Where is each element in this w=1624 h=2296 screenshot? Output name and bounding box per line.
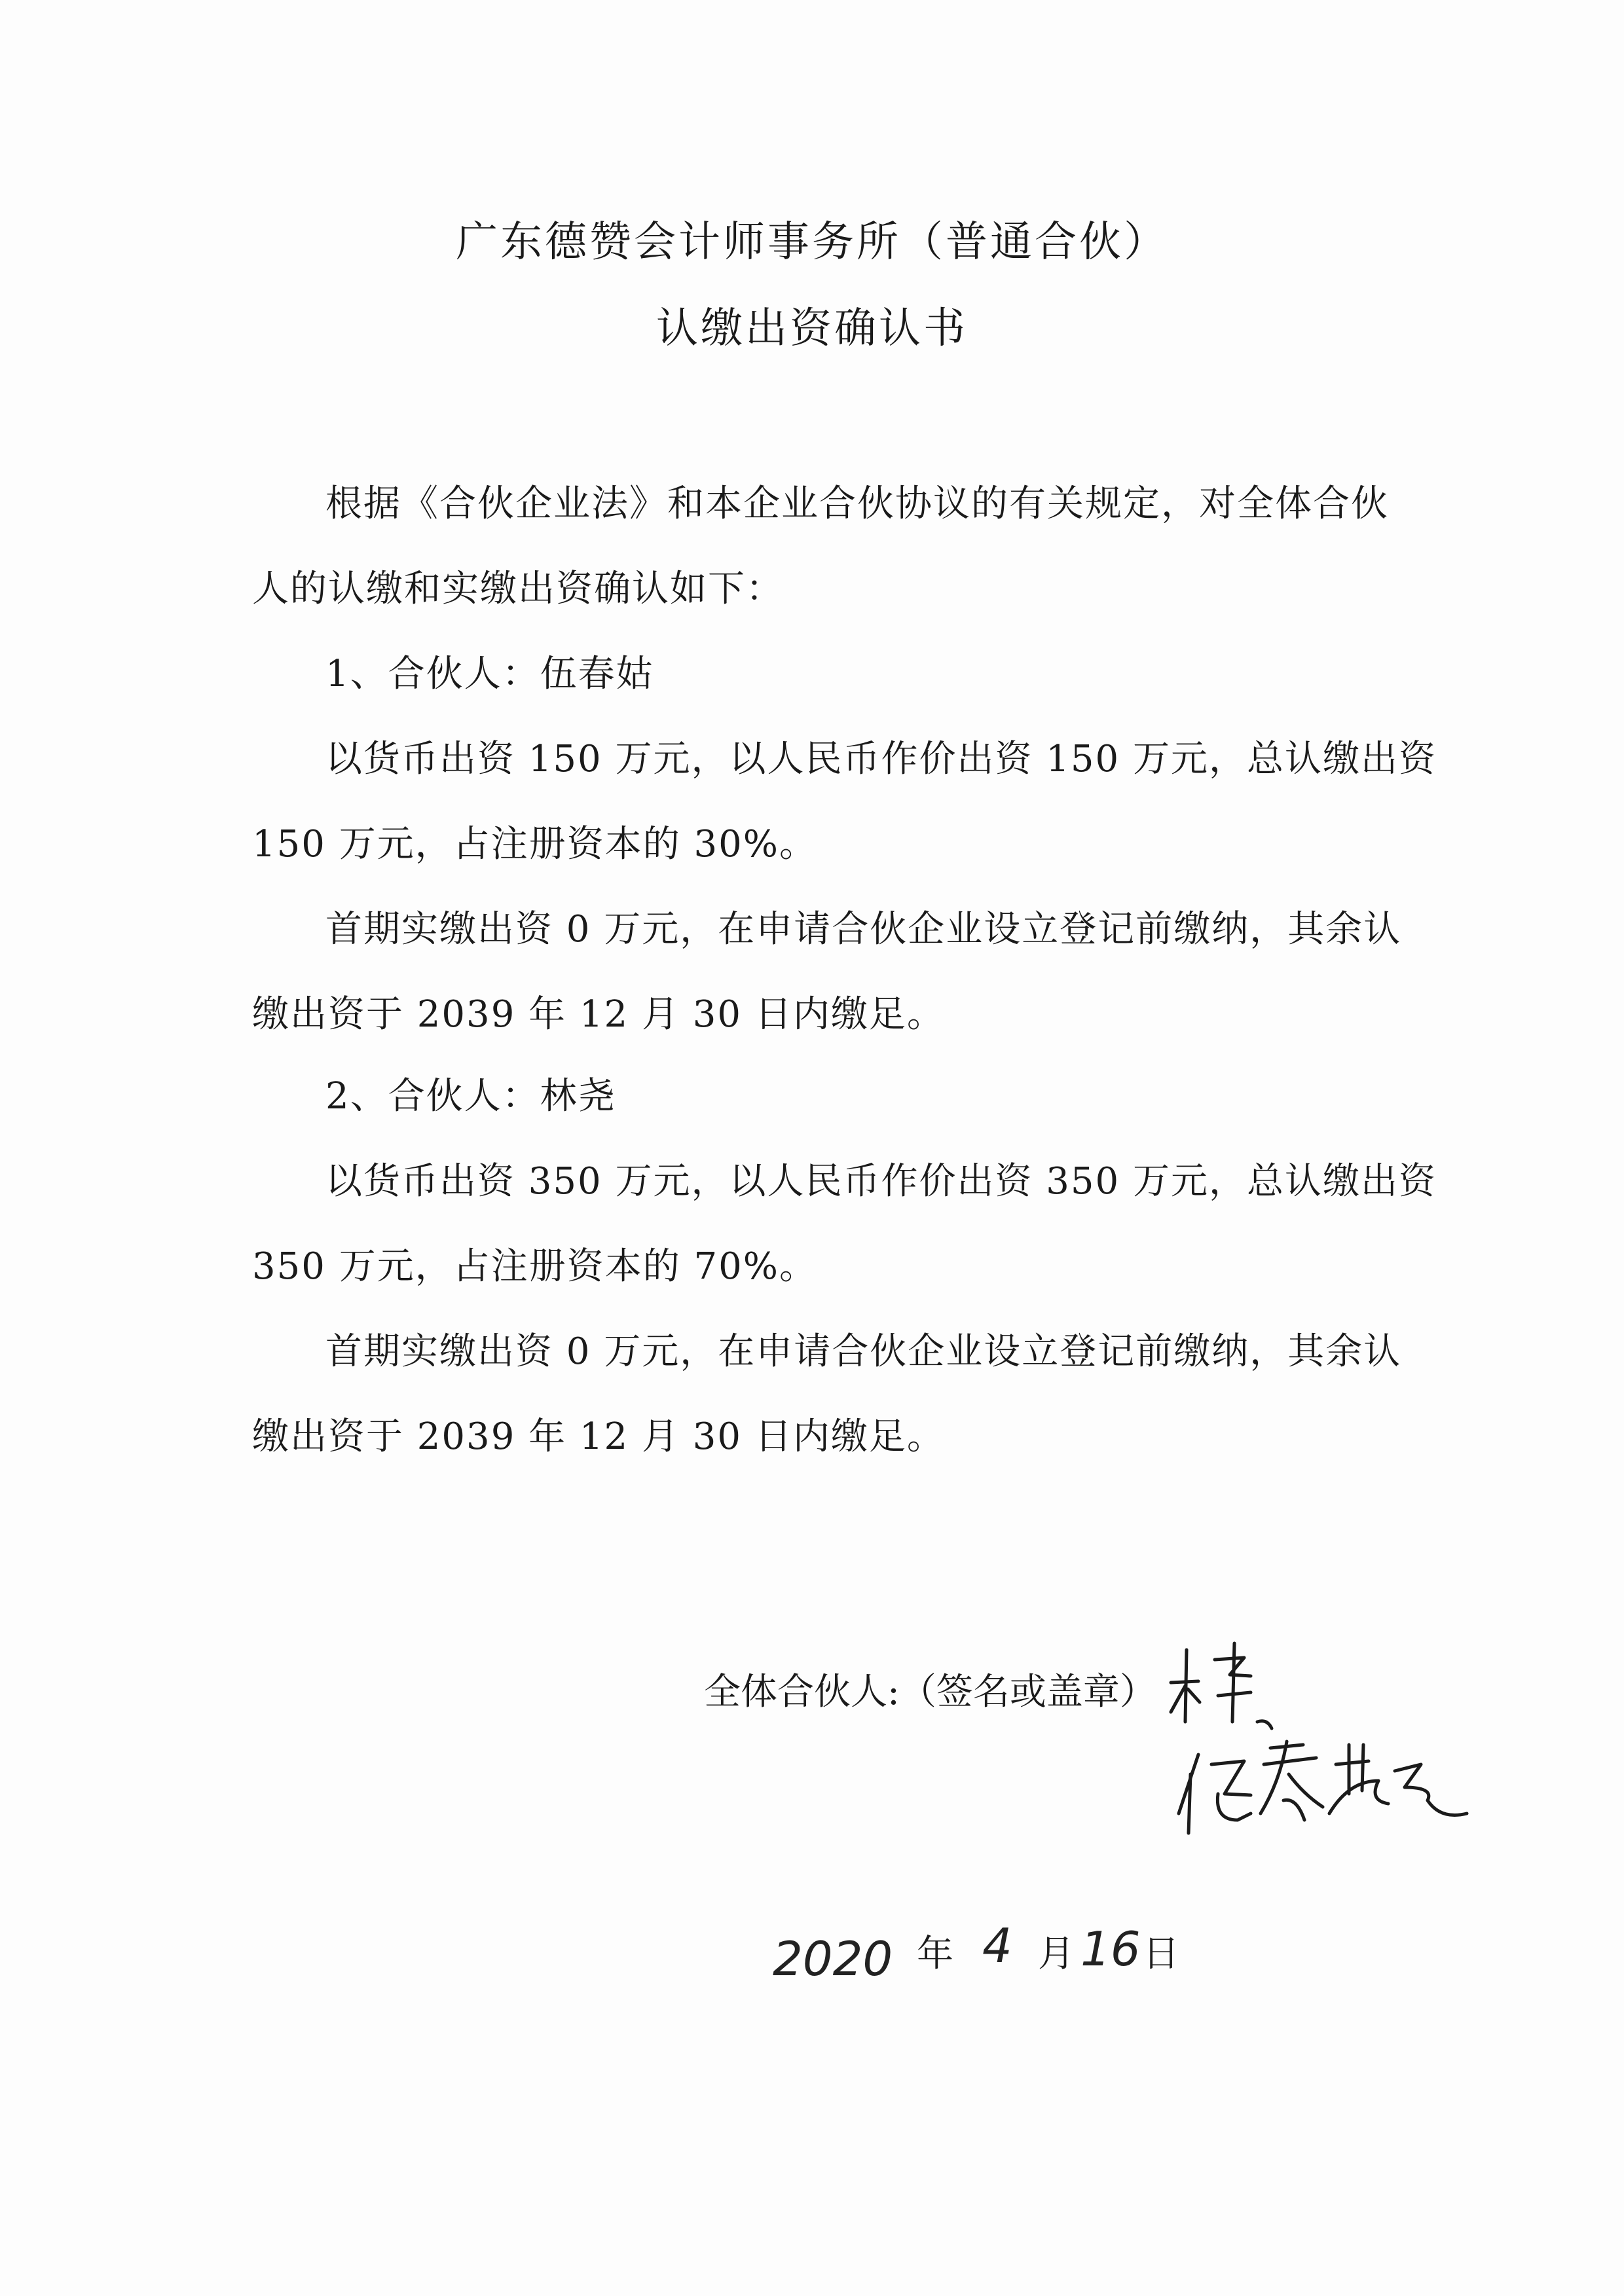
partner-1-payment-line-1: 首期实缴出资 0 万元，在申请合伙企业设立登记前缴纳，其余认 [325,908,1402,951]
intro-line-1: 根据《合伙企业法》和本企业合伙协议的有关规定，对全体合伙 [325,483,1389,525]
date-month-label: 月 [1038,1933,1075,1975]
partner-2-payment-line-2: 缴出资于 2039 年 12 月 30 日内缴足。 [252,1415,945,1458]
partner-2-payment-line-1: 首期实缴出资 0 万元，在申请合伙企业设立登记前缴纳，其余认 [325,1330,1402,1373]
partner-1-contribution-line-1: 以货币出资 150 万元，以人民币作价出资 150 万元，总认缴出资 [325,738,1437,780]
document-subtitle: 认缴出资确认书 [656,304,968,353]
signature-label: 全体合伙人:（签名或盖章） [704,1671,1156,1713]
partner-2-contribution-line-2: 350 万元，占注册资本的 70%。 [252,1245,817,1288]
document-title: 广东德赞会计师事务所（普通合伙） [456,218,1168,266]
partner-1-payment-line-2: 缴出资于 2039 年 12 月 30 日内缴足。 [252,993,945,1036]
date-month: 4 [982,1918,1012,1973]
date-year: 2020 [773,1931,893,1986]
handwritten-signature [1153,1624,1493,1872]
date-year-label: 年 [917,1933,953,1975]
partner-2-contribution-line-1: 以货币出资 350 万元，以人民币作价出资 350 万元，总认缴出资 [325,1160,1437,1203]
date-row [773,1899,1231,1997]
intro-line-2: 人的认缴和实缴出资确认如下： [252,568,784,610]
date-day: 16 [1080,1922,1141,1977]
partner-1-heading: 1、合伙人：伍春姑 [325,653,654,695]
partner-1-contribution-line-2: 150 万元，占注册资本的 30%。 [252,823,817,866]
date-day-label: 日 [1143,1933,1179,1975]
partner-2-heading: 2、合伙人：林尧 [325,1075,616,1118]
